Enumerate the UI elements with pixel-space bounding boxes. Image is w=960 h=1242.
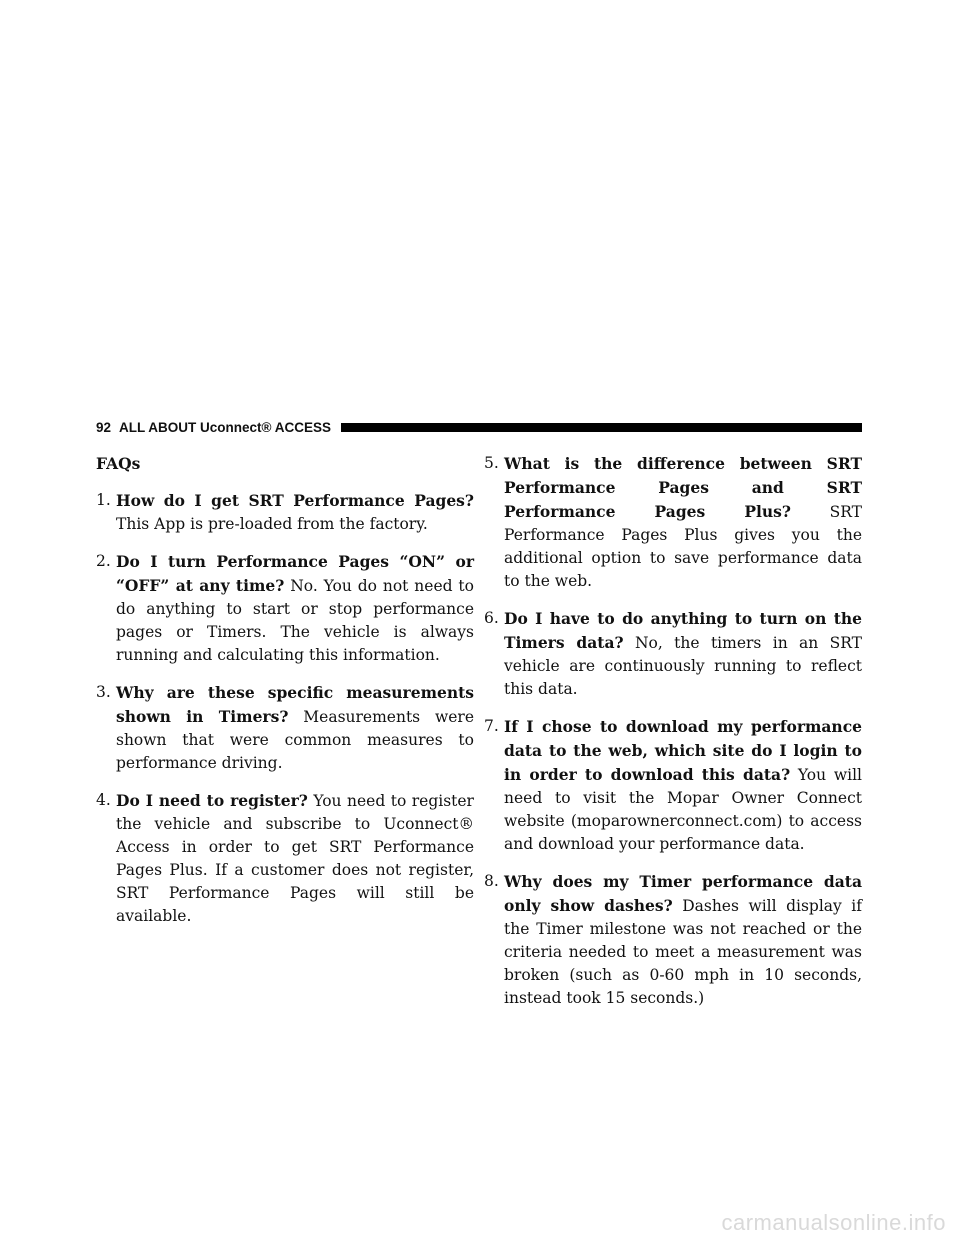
- faq-item: [484, 452, 862, 593]
- faq-answer: No, the timers in an SRT vehicle are continuously running to reflect this data.: [504, 634, 863, 698]
- faq-number: 3.: [96, 683, 111, 701]
- faq-item: [96, 550, 474, 667]
- faq-number: 1.: [96, 491, 111, 509]
- faq-answer: You need to register the vehicle and subscribe to Uconnect® Access in order to get SRT Performance Pages Plus. If a customer does not register, SRT Performance Pages will still be available.: [116, 792, 474, 925]
- faq-item: [484, 715, 862, 856]
- faq-question: Why are these specific measurements shown in Timers?: [116, 683, 474, 726]
- section-title: ALL ABOUT Uconnect® ACCESS: [119, 419, 331, 435]
- watermark: carmanualsonline.info: [721, 1210, 946, 1235]
- faq-item: [96, 681, 474, 775]
- left-column: [96, 452, 474, 942]
- faq-number: 4.: [96, 791, 111, 809]
- page-number: 92: [96, 419, 112, 435]
- faq-answer: This App is pre-loaded from the factory.: [116, 515, 428, 533]
- faq-answer: Measurements were shown that were common measures to performance driving.: [116, 708, 474, 772]
- faq-question: Do I turn Performance Pages “ON” or “OFF” at any time?: [116, 552, 474, 595]
- faq-item: [96, 789, 474, 928]
- faq-number: 6.: [484, 609, 499, 627]
- faq-answer: No. You do not need to do anything to start or stop performance pages or Timers. The vehicle is always running and calculating this information.: [116, 577, 474, 664]
- faq-item: [96, 489, 474, 536]
- faq-question: How do I get SRT Performance Pages?: [116, 491, 474, 510]
- faq-question: Why does my Timer performance data only show dashes?: [504, 872, 862, 915]
- right-column: [484, 452, 862, 1024]
- faqs-heading: FAQs: [96, 454, 141, 473]
- faq-number: 2.: [96, 552, 111, 570]
- faq-number: 8.: [484, 872, 499, 890]
- faq-answer: Dashes will display if the Timer milestone was not reached or the criteria needed to meet a measurement was broken (such as 0-60 mph in 10 seconds, instead took 15 seconds.): [504, 897, 862, 1007]
- faq-question: What is the difference between SRT Performance Pages and SRT Performance Pages Plus?: [504, 454, 862, 521]
- faq-number: 7.: [484, 717, 499, 735]
- faq-question: If I chose to download my performance data to the web, which site do I login to in order to download this data?: [504, 717, 862, 784]
- faq-answer: You will need to visit the Mopar Owner Connect website (moparownerconnect.com) to access and download your performance data.: [504, 766, 862, 853]
- faq-question: Do I have to do anything to turn on the Timers data?: [504, 609, 862, 652]
- faq-answer: SRT Performance Pages Plus gives you the additional option to save performance data to the web.: [504, 503, 862, 590]
- faq-item: [484, 607, 862, 701]
- header-rule: [341, 423, 862, 432]
- page-header: [96, 418, 862, 436]
- faq-number: 5.: [484, 454, 499, 472]
- faq-question: Do I need to register?: [116, 791, 308, 810]
- faq-item: [484, 870, 862, 1010]
